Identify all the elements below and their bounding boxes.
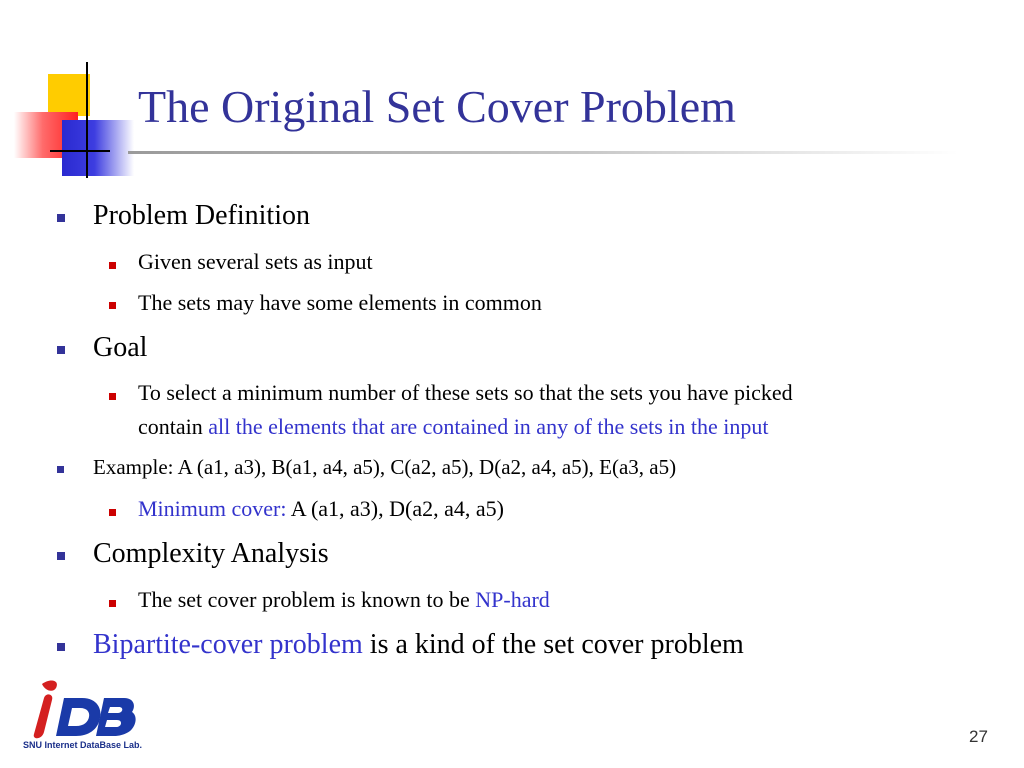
title-underline bbox=[128, 151, 958, 154]
sub-bullet-common-elements: The sets may have some elements in common bbox=[138, 290, 542, 315]
decoration-blue-square bbox=[62, 120, 134, 176]
sub-bullet-marker bbox=[109, 393, 116, 400]
goal-text-prefix: contain bbox=[138, 414, 209, 439]
sub-bullet-goal-line2 bbox=[138, 410, 768, 444]
decoration-yellow-square bbox=[48, 74, 90, 116]
np-hard-highlight: NP-hard bbox=[475, 587, 550, 612]
bullet-complexity-analysis: Complexity Analysis bbox=[93, 538, 329, 569]
bullet-bipartite-cover bbox=[93, 629, 744, 661]
bipartite-highlight: Bipartite-cover problem bbox=[93, 629, 363, 660]
sub-bullet-marker bbox=[109, 600, 116, 607]
minimum-cover-value: A (a1, a3), D(a2, a4, a5) bbox=[286, 496, 504, 521]
title-decoration bbox=[0, 0, 150, 190]
bullet-marker bbox=[57, 466, 64, 473]
bullet-problem-definition: Problem Definition bbox=[93, 200, 310, 231]
bullet-goal: Goal bbox=[93, 332, 148, 363]
slide-title: The Original Set Cover Problem bbox=[138, 81, 736, 132]
bullet-marker bbox=[57, 346, 65, 354]
sub-bullet-minimum-cover bbox=[138, 492, 504, 526]
bullet-marker bbox=[57, 214, 65, 222]
sub-bullet-marker bbox=[109, 262, 116, 269]
sub-bullet-goal-line1: To select a minimum number of these sets so that the sets you have picked bbox=[138, 380, 793, 405]
page-number: 27 bbox=[969, 727, 988, 746]
goal-text-highlight: all the elements that are contained in any of the sets in the input bbox=[208, 414, 769, 439]
decoration-vertical-line bbox=[86, 62, 88, 178]
logo-caption: SNU Internet DataBase Lab. bbox=[23, 740, 143, 750]
np-hard-prefix: The set cover problem is known to be bbox=[138, 587, 476, 612]
sub-bullet-given-sets: Given several sets as input bbox=[138, 249, 373, 274]
bipartite-suffix: is a kind of the set cover problem bbox=[362, 629, 744, 660]
sub-bullet-np-hard bbox=[138, 583, 550, 617]
bullet-example: Example: A (a1, a3), B(a1, a4, a5), C(a2, a5), D(a2, a4, a5), E(a3, a5) bbox=[93, 455, 677, 479]
minimum-cover-label: Minimum cover: bbox=[138, 496, 287, 521]
sub-bullet-marker bbox=[109, 302, 116, 309]
bullet-marker bbox=[57, 552, 65, 560]
bullet-marker bbox=[57, 643, 65, 651]
sub-bullet-marker bbox=[109, 509, 116, 516]
decoration-horizontal-line bbox=[50, 150, 110, 152]
